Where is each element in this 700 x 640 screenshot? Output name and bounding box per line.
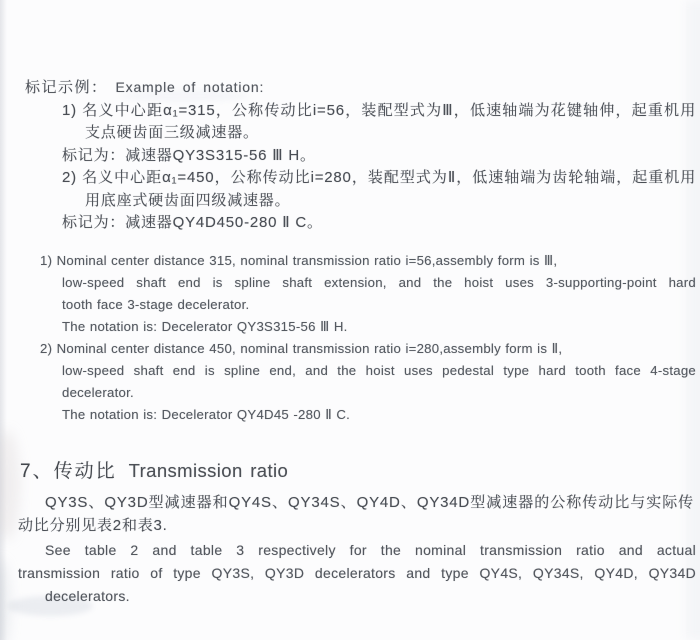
section7-paragraph-zh [18,492,694,537]
en-item1-line3: tooth face 3-stage decelerator. [62,297,250,312]
zh-para-line1: QY3S、QY3D型减速器和QY4S、QY34S、QY4D、QY34D型减速器的公称传动比与实际传 [45,494,694,511]
en-item1-line2: low-speed shaft end is spline shaft extension, and the hoist uses 3-supporting-point hard [62,275,696,290]
en-item2-line2: low-speed shaft end is spline end, and the hoist uses pedestal type hard tooth face 4-stage [62,363,696,378]
en-item1-notation: The notation is: Decelerator QY3S315-56 Ⅲ H. [62,319,348,334]
en-para-line1: See table 2 and table 3 respectively for the nominal transmission ratio and actual [45,542,696,558]
notation-list-zh [62,100,696,234]
zh-item2-notation: 标记为：减速器QY4D450-280 Ⅱ C。 [62,214,323,232]
notation-example-header [25,76,264,97]
en-item1-line1: 1) Nominal center distance 315, nominal transmission ratio i=56,assembly form is Ⅲ, [40,253,558,268]
en-item2-notation: The notation is: Decelerator QY4D45 -280 Ⅱ C. [62,407,351,422]
section7-heading-en: Transmission ratio [128,460,289,481]
zh-item1-line1: 1) 名义中心距α₁=315，公称传动比i=56，装配型式为Ⅲ，低速轴端为花键轴伸，起重机用 [62,102,696,119]
notation-example-heading-zh: 标记示例： [25,79,108,96]
en-item2-line3: decelerator. [62,385,134,400]
zh-item1-line2: 支点硬齿面三级减速器。 [85,124,259,142]
section7-heading [20,456,288,483]
scan-edge-shadow [0,0,7,640]
zh-item1-notation: 标记为：减速器QY3S315-56 Ⅲ H。 [62,146,316,164]
notation-list-en [40,250,696,426]
notation-example-heading-en: Example of notation: [115,79,265,95]
zh-item2-line2: 用底座式硬齿面四级减速器。 [85,191,291,209]
zh-item2-line1: 2) 名义中心距α₁=450，公称传动比i=280，装配型式为Ⅱ，低速轴端为齿轮轴端，起重机用 [62,169,696,187]
en-item2-line1: 2) Nominal center distance 450, nominal transmission ratio i=280,assembly form is Ⅱ, [40,341,563,356]
section7-paragraph-en [18,539,696,608]
en-para-line3: decelerators. [45,588,130,604]
section7-heading-zh: 7、传动比 [20,461,117,482]
zh-para-line2: 动比分别见表2和表3. [18,516,168,534]
en-para-line2: transmission ratio of type QY3S, QY3D decelerators and type QY4S, QY34S, QY4D, QY34D [18,565,696,581]
